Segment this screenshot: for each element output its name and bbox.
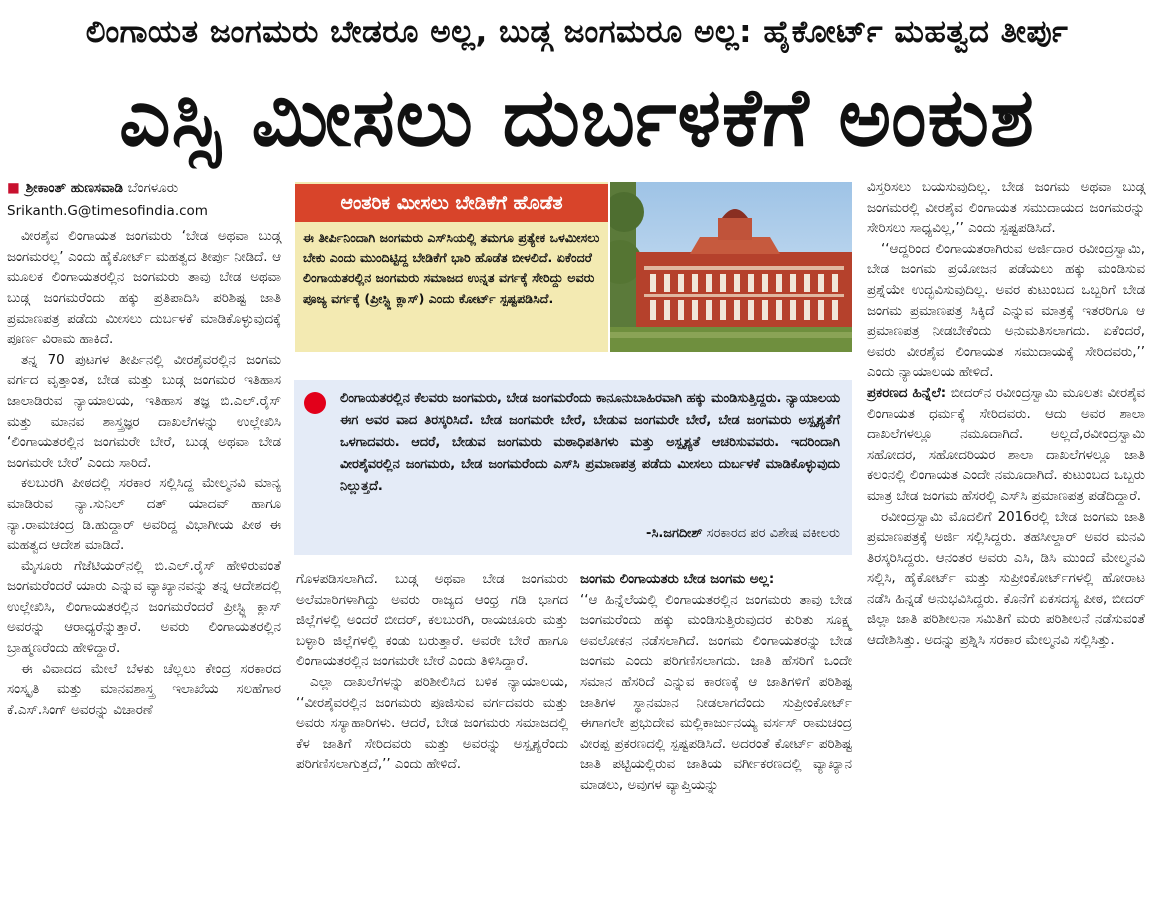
photo-illustration xyxy=(610,182,852,352)
paragraph: ಈ ವಿವಾದದ ಮೇಲೆ ಬೆಳಕು ಚೆಲ್ಲಲು ಕೇಂದ್ರ ಸರಕಾರದ ಸಂಸ್ಕೃತಿ ಮತ್ತು ಮಾನವಶಾಸ್ತ್ರ ಇಲಾಖೆಯ ಸಲಹೆಗಾರ ಕೆ.ಎಸ್.ಸಿಂಗ್ ಅವರನ್ನು ವಿಚಾರಣೆ xyxy=(7,661,281,718)
main-headline: ಎಸ್ಸಿ ಮೀಸಲು ದುರ್ಬಳಕೆಗೆ ಅಂಕುಶ xyxy=(119,71,1035,164)
paragraph: ವಿಸ್ತರಿಸಲು ಬಯಸುವುದಿಲ್ಲ. ಬೇಡ ಜಂಗಮ ಅಥವಾ ಬುಡ್ಗ ಜಂಗಮರಲ್ಲಿ ವೀರಶೈವ ಲಿಂಗಾಯತ ಸಮುದಾಯದ ಜಂಗಮರನ್ನು ಸೇರಿಸಲು ಸಾಧ್ಯವಿಲ್ಲ,’’ ಎಂದು ಸ್ಪಷ್ಟಪಡಿಸಿದೆ. xyxy=(867,180,1145,237)
article-column-1 xyxy=(7,178,281,721)
paragraph: ಕಲಬುರಗಿ ಪೀಠದಲ್ಲಿ ಸರಕಾರ ಸಲ್ಲಿಸಿದ್ದ ಮೇಲ್ಮನವಿ ಮಾನ್ಯ ಮಾಡಿರುವ ನ್ಯಾ.ಸುನಿಲ್ ದತ್ ಯಾದವ್ ಹಾಗೂ ನ್ಯಾ.ರಾಮಚಂದ್ರ ಡಿ.ಹುದ್ದಾರ್ ಅವರಿದ್ದ ವಿಭಾಗೀಯ ಪೀಠ ಈ ಮಹತ್ವದ ಆದೇಶ ಮಾಡಿದೆ. xyxy=(7,476,281,554)
paragraph: ವೀರಶೈವ ಲಿಂಗಾಯತ ಜಂಗಮರು ‘ಬೇಡ ಅಥವಾ ಬುಡ್ಗ ಜಂಗಮರಲ್ಲ’ ಎಂದು ಹೈಕೋರ್ಟ್ ಮಹತ್ವದ ತೀರ್ಪು ನೀಡಿದೆ. ಆ ಮೂಲಕ ಲಿಂಗಾಯತರಲ್ಲಿನ ಜಂಗಮರು ತಾವು ಬೇಡ ಅಥವಾ ಬುಡ್ಗ ಜಂಗಮರೆಂದು ಹಕ್ಕು ಪ್ರತಿಪಾದಿಸಿ ಪರಿಶಿಷ್ಟ ಜಾತಿ ಪ್ರಮಾಣಪತ್ರ ಪಡೆದು ಮೀಸಲು ದುರ್ಬಳಕೆ ಮಾಡಿಕೊಳ್ಳುವುದಕ್ಕೆ ಪೂರ್ಣ ವಿರಾಮ ಹಾಕಿದೆ. xyxy=(7,229,281,348)
pull-quote-text: ಲಿಂಗಾಯತರಲ್ಲಿನ ಕೆಲವರು ಜಂಗಮರು, ಬೇಡ ಜಂಗಮರೆಂದು ಕಾನೂನುಬಾಹಿರವಾಗಿ ಹಕ್ಕು ಮಂಡಿಸುತ್ತಿದ್ದರು. ನ್ಯಾಯಾಲಯ ಈಗ ಅವರ ವಾದ ತಿರಸ್ಕರಿಸಿದೆ. ಬೇಡ ಜಂಗಮರೇ ಬೇರೆ, ಬೇಡುವ ಜಂಗಮರೇ ಬೇರೆ, ಬೇಡ ಜಂಗಮರು ಅಸ್ಪೃಶ್ಯತೆಗೆ ಒಳಗಾದವರು. ಆದರೆ, ಬೇಡುವ ಜಂಗಮರು ಮಠಾಧಿಪತಿಗಳು ಮತ್ತು ಅಸ್ಪೃಶ್ಯತೆ ಆಚರಿಸುವವರು. ಇದರಿಂದಾಗಿ ವೀರಶೈವರಲ್ಲಿನ ಜಂಗಮರು, ಬೇಡ ಜಂಗಮರೆಂದು ಎಸ್‌ಸಿ ಪ್ರಮಾಣಪತ್ರ ಪಡೆದು ಮೀಸಲು ದುರ್ಬಳಕೆ ಮಾಡಿಕೊಳ್ಳುವುದು ನಿಲ್ಲುತ್ತದೆ. xyxy=(340,391,840,494)
paragraph: ಗೊಳಪಡಿಸಲಾಗಿದೆ. ಬುಡ್ಗ ಅಥವಾ ಬೇಡ ಜಂಗಮರು ಅಲೆಮಾರಿಗಳಾಗಿದ್ದು ಅವರು ರಾಜ್ಯದ ಆಂಧ್ರ ಗಡಿ ಭಾಗದ ಜಿಲ್ಲೆಗಳಲ್ಲಿ ಅಂದರೆ ಬೀದರ್, ಕಲಬುರಗಿ, ರಾಯಚೂರು ಮತ್ತು ಬಳ್ಳಾರಿ ಜಿಲ್ಲೆಗಳಲ್ಲಿ ಕಂಡು ಬರುತ್ತಾರೆ. ಅವರೇ ಬೇರೆ ಹಾಗೂ ಲಿಂಗಾಯತರಲ್ಲಿನ ಜಂಗಮರೇ ಬೇರೆ ಎಂದು ತಿಳಿಸಿದ್ದಾರೆ. xyxy=(296,572,568,670)
paragraph: ಎಲ್ಲಾ ದಾಖಲೆಗಳನ್ನು ಪರಿಶೀಲಿಸಿದ ಬಳಿಕ ನ್ಯಾಯಾಲಯ, ‘‘ವೀರಶೈವರಲ್ಲಿನ ಜಂಗಮರು ಪೂಜಿಸುವ ವರ್ಗದವರು ಮತ್ತು ಅವರು ಸಸ್ಯಾಹಾರಿಗಳು. ಆದರೆ, ಬೇಡ ಜಂಗಮರು ಸಮಾಜದಲ್ಲಿ ಕೆಳ ಜಾತಿಗೆ ಸೇರಿದವರು ಮತ್ತು ಅವರನ್ನು ಅಸ್ಪೃಶ್ಯರೆಂದು ಪರಿಗಣಿಸಲಾಗುತ್ತದೆ,’’ ಎಂದು ಹೇಳಿದೆ. xyxy=(296,674,568,773)
article-column-3 xyxy=(296,570,568,776)
paragraph xyxy=(867,384,1145,508)
paragraph: ರವೀಂದ್ರಸ್ವಾಮಿ ಮೊದಲಿಗೆ 2016ರಲ್ಲಿ ಬೇಡ ಜಂಗಮ ಜಾತಿ ಪ್ರಮಾಣಪತ್ರಕ್ಕೆ ಅರ್ಜಿ ಸಲ್ಲಿಸಿದ್ದರು. ತಹಸೀಲ್ದಾರ್ ಅವರ ಮನವಿ ತಿರಸ್ಕರಿಸಿದ್ದರು. ಆನಂತರ ಅವರು ಎಸಿ, ಡಿಸಿ ಮುಂದೆ ಮೇಲ್ಮನವಿ ಸಲ್ಲಿಸಿ, ಹೈಕೋರ್ಟ್ ಮತ್ತು ಸುಪ್ರೀಂಕೋರ್ಟ್‌ಗಳಲ್ಲಿ ಹೋರಾಟ ನಡೆಸಿ ಹಿನ್ನಡೆ ಅನುಭವಿಸಿದ್ದರು. ಕೊನೆಗೆ ಏಕಸದಸ್ಯ ಪೀಠ, ಬೀದರ್ ಜಿಲ್ಲಾ ಜಾತಿ ಪರಿಶೀಲನಾ ಸಮಿತಿಗೆ ಮರು ಪರಿಶೀಲನೆ ನಡೆಸುವಂತೆ ಆದೇಶಿಸಿತ್ತು. ಅದನ್ನು ಪ್ರಶ್ನಿಸಿ ಸರಕಾರ ಮೇಲ್ಮನವಿ ಸಲ್ಲಿಸಿತ್ತು. xyxy=(867,509,1145,649)
paragraph: ಮೈಸೂರು ಗೆಜೆಟಿಯರ್‌ನಲ್ಲಿ ಬಿ.ಎಲ್.ರೈಸ್ ಹೇಳಿರುವಂತೆ ಜಂಗಮರೆಂದರೆ ಯಾರು ಎನ್ನುವ ವ್ಯಾಖ್ಯಾನವನ್ನು ತನ್ನ ಆದೇಶದಲ್ಲಿ ಉಲ್ಲೇಖಿಸಿ, ಲಿಂಗಾಯತರಲ್ಲಿನ ಜಂಗಮರೆಂದರೆ ಪ್ರೀಸ್ಟ್ಲಿ ಕ್ಲಾಸ್ ಅವರನ್ನು ಆರಾಧ್ಯರೆನ್ನುತ್ತಾರೆ. ಅವರು ಲಿಂಗಾಯತರಲ್ಲಿನ ಬ್ರಾಹ್ಮಣರೆಂದು ಹೇಳಿದ್ದಾರೆ. xyxy=(7,558,281,657)
section-subhead: ಜಂಗಮ ಲಿಂಗಾಯತರು ಬೇಡ ಜಂಗಮ ಅಲ್ಲ: xyxy=(580,572,775,587)
quote-attr-role: ಸರಕಾರದ ಪರ ವಿಶೇಷ ವಕೀಲರು xyxy=(706,526,840,541)
byline-author: ಶ್ರೀಕಾಂತ್ ಹುಣಸವಾಡಿ xyxy=(25,180,124,196)
high-court-building-photo xyxy=(610,182,852,352)
byline xyxy=(7,178,281,199)
article-column-5 xyxy=(867,178,1145,652)
paragraph: ‘‘ಆ ಹಿನ್ನೆಲೆಯಲ್ಲಿ ಲಿಂಗಾಯತರಲ್ಲಿನ ಜಂಗಮರು ತಾವು ಬೇಡ ಜಂಗಮರೆಂದು ಹಕ್ಕು ಮಂಡಿಸುತ್ತಿರುವುದರ ಕುರಿತು ಸೂಕ್ಷ್ಮ ಅವಲೋಕನ ನಡೆಸಲಾಗಿದೆ. ಜಂಗಮ ಲಿಂಗಾಯತರನ್ನು ಬೇಡ ಜಂಗಮ ಎಂದು ಪರಿಗಣಿಸಲಾಗದು. ಜಾತಿ ಹೆಸರಿಗೆ ಒಂದೇ ಸಮಾನ ಹೆಸರಿದೆ ಎನ್ನುವ ಕಾರಣಕ್ಕೆ ಆ ಜಾತಿಗಳಿಗೆ ಪರಿಶಿಷ್ಟ ಜಾತಿಗಳ ಸ್ಥಾನಮಾನ ನೀಡಲಾಗದೆಂದು ಸುಪ್ರೀಂಕೋರ್ಟ್ ಈಗಾಗಲೇ ಪ್ರಭುದೇವ ಮಲ್ಲಿಕಾರ್ಜುನಯ್ಯ ವರ್ಸಸ್ ರಾಮಚಂದ್ರ ವೀರಪ್ಪ ಪ್ರಕರಣದಲ್ಲಿ ಸ್ಪಷ್ಟಪಡಿಸಿದೆ. ಅದರಂತೆ ಕೋರ್ಟ್ ಪರಿಶಿಷ್ಟ ಜಾತಿ ಪಟ್ಟಿಯಲ್ಲಿರುವ ಜಾತಿಯ ವರ್ಗೀಕರಣದಲ್ಲಿ ವ್ಯಾಖ್ಯಾನ ಮಾಡಲು, ಅವುಗಳ ವ್ಯಾಪ್ತಿಯನ್ನು xyxy=(580,592,852,793)
paragraph: ತನ್ನ 70 ಪುಟಗಳ ತೀರ್ಪಿನಲ್ಲಿ ವೀರಶೈವರಲ್ಲಿನ ಜಂಗಮ ವರ್ಗದ ವೃತ್ತಾಂತ, ಬೇಡ ಮತ್ತು ಬುಡ್ಗ ಜಂಗಮರ ಇತಿಹಾಸ ಜಾಲಾಡಿರುವ ನ್ಯಾಯಾಲಯ, ಇತಿಹಾಸ ತಜ್ಞ ಬಿ.ಎಲ್.ರೈಸ್ ಮತ್ತು ಮಾನವ ಶಾಸ್ತ್ರಜ್ಞರ ದಾಖಲೆಗಳನ್ನು ಉಲ್ಲೇಖಿಸಿ ‘ಲಿಂಗಾಯತರಲ್ಲಿನ ಜಂಗಮರೇ ಬೇರೆ, ಬುಡ್ಗ ಅಥವಾ ಬೇಡ ಜಂಗಮರೇ ಬೇರೆ’ ಎಂದು ಸಾರಿದೆ. xyxy=(7,352,281,471)
quote-mark-icon xyxy=(304,392,326,414)
byline-square-icon: ■ xyxy=(7,180,20,196)
kicker-headline: ಲಿಂಗಾಯತ ಜಂಗಮರು ಬೇಡರೂ ಅಲ್ಲ, ಬುಡ್ಗ ಜಂಗಮರೂ ಅಲ್ಲ: ಹೈಕೋರ್ಟ್ ಮಹತ್ವದ ತೀರ್ಪು xyxy=(85,14,1069,50)
byline-email[interactable]: Srikanth.G@timesofindia.com xyxy=(7,202,208,219)
paragraph: ‘‘ಆದ್ದರಿಂದ ಲಿಂಗಾಯತರಾಗಿರುವ ಅರ್ಜಿದಾರ ರವೀಂದ್ರಸ್ವಾಮಿ, ಬೇಡ ಜಂಗಮ ಪ್ರಯೋಜನ ಪಡೆಯಲು ಹಕ್ಕು ಮಂಡಿಸುವ ಪ್ರಶ್ನೆಯೇ ಉದ್ಭವಿಸುವುದಿಲ್ಲ. ಅವರ ಕುಟುಂಬದ ಒಬ್ಬರಿಗೆ ಬೇಡ ಜಂಗಮ ಪ್ರಮಾಣಪತ್ರ ಸಿಕ್ಕಿದೆ ಎನ್ನುವ ಮಾತ್ರಕ್ಕೆ ಇತರರಿಗೂ ಆ ಪ್ರಮಾಣಪತ್ರ ನೀಡಬೇಕೆಂದು ಅನುಮತಿಸಲಾಗದು. ಏಕೆಂದರೆ, ಅವರು ವೀರಶೈವ ಲಿಂಗಾಯತ ಸಮುದಾಯಕ್ಕೆ ಸೇರಿದವರು,’’ ಎಂದು ನ್ಯಾಯಾಲಯ ಹೇಳಿದೆ. xyxy=(867,241,1145,381)
sidebar-box-title: ಆಂತರಿಕ ಮೀಸಲು ಬೇಡಿಕೆಗೆ ಹೊಡೆತ xyxy=(295,184,608,222)
sidebar-box-body: ಈ ತೀರ್ಪಿನಿಂದಾಗಿ ಜಂಗಮರು ಎಸ್‌ಸಿಯಲ್ಲಿ ತಮಗೂ ಪ್ರತ್ಯೇಕ ಒಳಮೀಸಲು ಬೇಕು ಎಂದು ಮುಂದಿಟ್ಟಿದ್ದ ಬೇಡಿಕೆಗೆ ಭಾರಿ ಹೊಡೆತ ಬೀಳಲಿದೆ. ಏಕೆಂದರೆ ಲಿಂಗಾಯತರಲ್ಲಿನ ಜಂಗಮರು ಸಮಾಜದ ಉನ್ನತ ವರ್ಗಕ್ಕೆ ಸೇರಿದ್ದು ಅವರು ಪೂಜ್ಯ ವರ್ಗಕ್ಕೆ (ಪ್ರೀಸ್ಟ್ಲಿ ಕ್ಲಾಸ್) ಎಂದು ಕೋರ್ಟ್ ಸ್ಪಷ್ಟಪಡಿಸಿದೆ. xyxy=(303,230,600,306)
byline-city: ಬೆಂಗಳೂರು xyxy=(127,180,179,196)
paragraph-text: ಬೀದರ್‌ನ ರವೀಂದ್ರಸ್ವಾಮಿ ಮೂಲತಃ ವೀರಶೈವ ಲಿಂಗಾಯತ ಧರ್ಮಕ್ಕೆ ಸೇರಿದವರು. ಆದು ಅವರ ಶಾಲಾ ದಾಖಲೆಗಳಲ್ಲೂ ನಮೂದಾಗಿದೆ. ಅಲ್ಲದೆ,ರವೀಂದ್ರಸ್ವಾಮಿ ಸಹೋದರ, ಸಹೋದರಿಯರ ಶಾಲಾ ದಾಖಲೆಗಳಲ್ಲೂ ಜಾತಿ ಕಲಂನಲ್ಲಿ ಲಿಂಗಾಯತ ಎಂದೇ ನಮೂದಾಗಿದೆ. ಕುಟುಂಬದ ಒಬ್ಬರು ಮಾತ್ರ ಬೇಡ ಜಂಗಮ ಹೆಸರಲ್ಲಿ ಎಸ್‌ಸಿ ಪ್ರಮಾಣಪತ್ರ ಪಡೆದಿದ್ದಾರೆ. xyxy=(867,385,1145,504)
pull-quote-attribution xyxy=(420,526,840,541)
section-subhead: ಪ್ರಕರಣದ ಹಿನ್ನೆಲೆ: xyxy=(867,385,947,401)
article-column-4 xyxy=(580,570,852,797)
quote-attr-name: -ಸಿ.ಜಗದೀಶ್ xyxy=(646,526,703,541)
